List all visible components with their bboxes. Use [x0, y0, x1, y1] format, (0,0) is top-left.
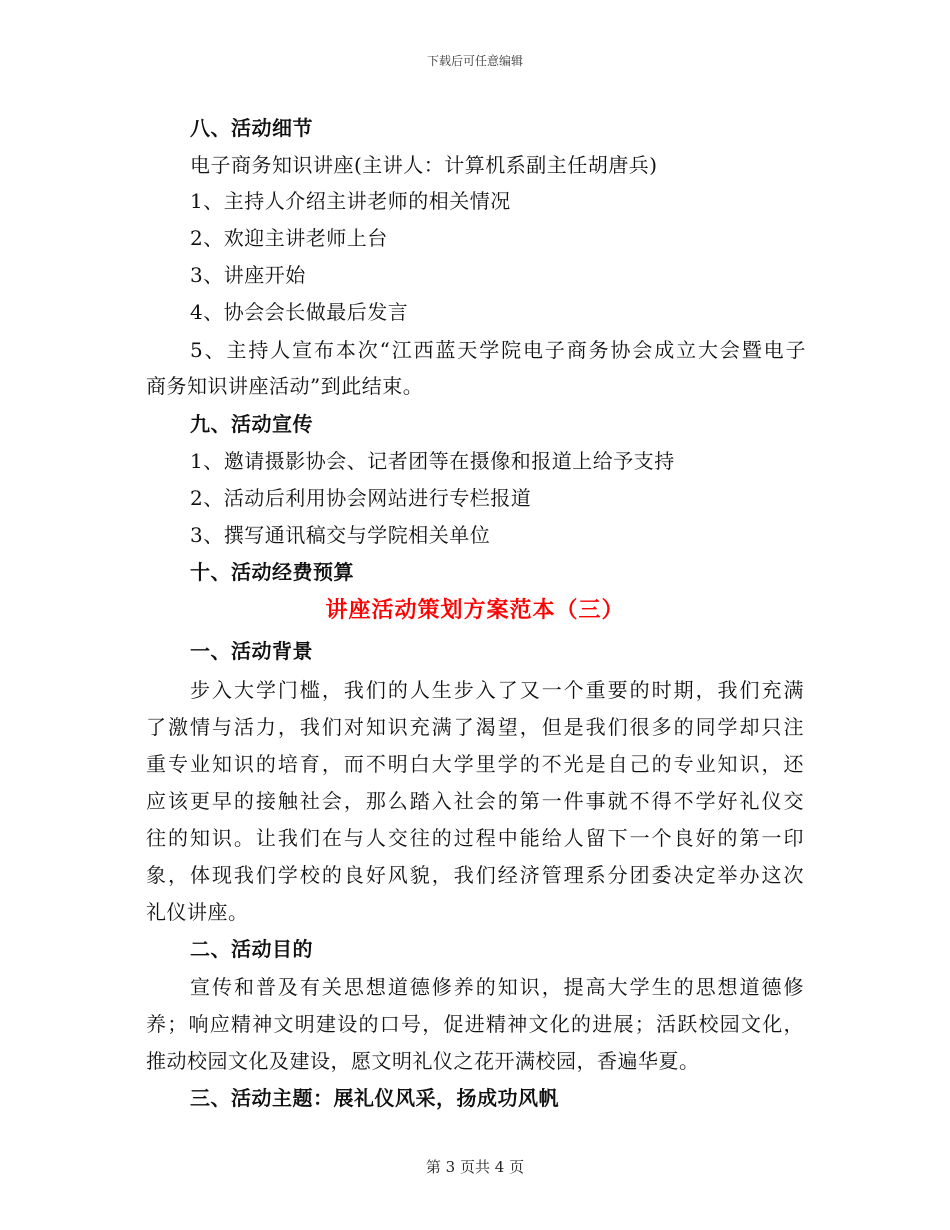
part-1-line-3: 重专业知识的培育，而不明白大学里学的不光是自己的专业知识，还	[146, 752, 804, 776]
section-10-heading: 十、活动经费预算	[190, 560, 354, 584]
part-1-line-2: 了激情与活力，我们对知识充满了渴望，但是我们很多的同学却只注	[146, 715, 804, 739]
part-1-heading: 一、活动背景	[190, 639, 313, 663]
part-2-line-2: 养；响应精神文明建设的口号，促进精神文化的进展；活跃校园文化，	[146, 1012, 804, 1036]
section-8-item-5-cont: 商务知识讲座活动”到此结束。	[146, 374, 424, 398]
section-8-item-3: 3、讲座开始	[190, 263, 306, 287]
section-8-item-1: 1、主持人介绍主讲老师的相关情况	[190, 189, 511, 213]
page-header: 下载后可任意编辑	[426, 54, 523, 68]
document-title: 讲座活动策划方案范本（三）	[325, 597, 625, 623]
section-9-item-1: 1、邀请摄影协会、记者团等在摄像和报道上给予支持	[190, 449, 675, 473]
section-9-item-2: 2、活动后利用协会网站进行专栏报道	[190, 486, 532, 510]
part-1-line-6: 象，体现我们学校的良好风貌，我们经济管理系分团委决定举办这次	[146, 863, 804, 887]
part-3-heading: 三、活动主题：展礼仪风采，扬成功风帆	[190, 1086, 559, 1110]
page-footer: 第 3 页共 4 页	[425, 1158, 525, 1176]
part-2-heading: 二、活动目的	[190, 937, 313, 961]
section-9-heading: 九、活动宣传	[190, 412, 313, 436]
section-8-item-5: 5、主持人宣布本次“江西蓝天学院电子商务协会成立大会暨电子	[190, 338, 806, 362]
section-8-subtitle: 电子商务知识讲座(主讲人：计算机系副主任胡唐兵)	[190, 153, 658, 177]
part-2-line-1: 宣传和普及有关思想道德修养的知识，提高大学生的思想道德修	[190, 975, 804, 999]
part-1-line-5: 往的知识。让我们在与人交往的过程中能给人留下一个良好的第一印	[146, 826, 804, 850]
part-2-line-3: 推动校园文化及建设，愿文明礼仪之花开满校园，香遍华夏。	[146, 1049, 700, 1073]
section-8-item-4: 4、协会会长做最后发言	[190, 300, 409, 324]
part-1-line-1: 步入大学门槛，我们的人生步入了又一个重要的时期，我们充满	[190, 678, 804, 702]
part-1-line-7: 礼仪讲座。	[146, 900, 249, 924]
section-8-item-2: 2、欢迎主讲老师上台	[190, 226, 388, 250]
section-9-item-3: 3、撰写通讯稿交与学院相关单位	[190, 523, 491, 547]
part-1-line-4: 应该更早的接触社会，那么踏入社会的第一件事就不得不学好礼仪交	[146, 789, 804, 813]
section-8-heading: 八、活动细节	[190, 116, 313, 140]
